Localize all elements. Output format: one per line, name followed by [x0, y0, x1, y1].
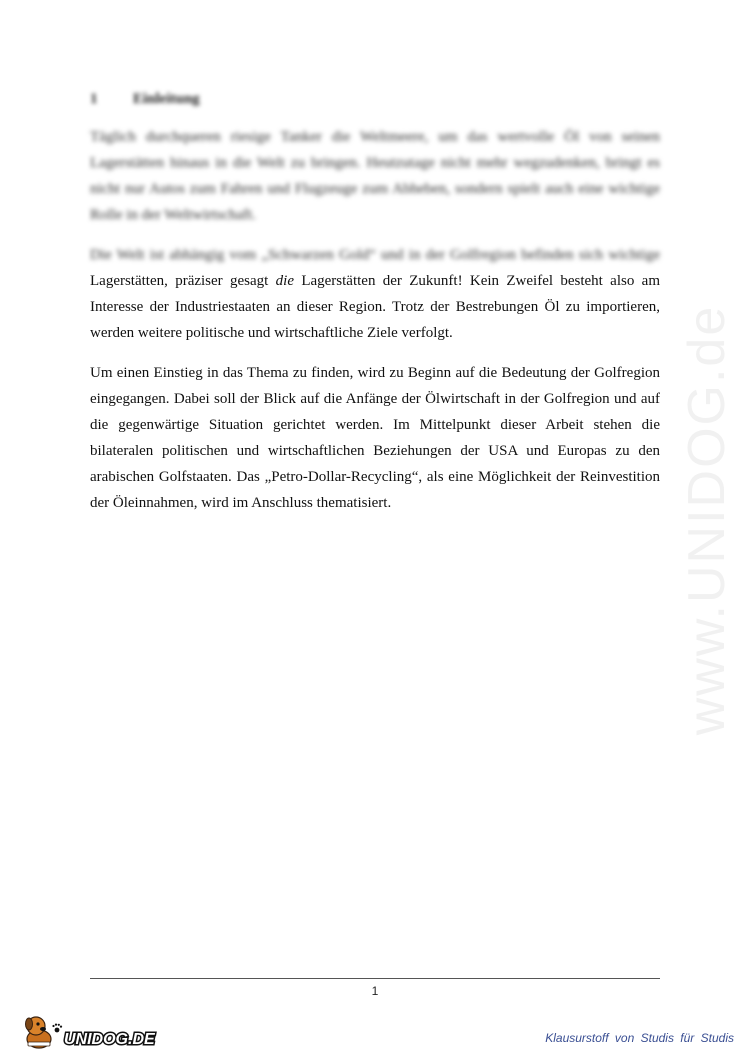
paragraph-2-text: Lagerstätten, präziser gesagt	[90, 273, 276, 289]
paragraph-2-first-line: Die Welt ist abhängig vom „Schwarzen Gold“ und in der Golfregion befinden sich wichtige	[90, 247, 660, 263]
paragraph-2	[90, 268, 660, 346]
logo-text: UNIDOG.DE	[64, 1031, 155, 1048]
paragraph-3-line: die gegenwärtige Situation gerichtet werden. Im Mittelpunkt dieser Arbeit stehen die	[90, 417, 660, 433]
footer-divider	[90, 978, 660, 979]
section-number: 1	[90, 91, 98, 107]
paragraph-2-line	[90, 268, 660, 294]
paragraph-3-line: eingegangen. Dabei soll der Blick auf die Anfänge der Ölwirtschaft in der Golfregion und auf	[90, 391, 660, 407]
paragraph-3-line: bilateralen politischen und wirtschaftlichen Beziehungen der USA und Europas zu den	[90, 443, 660, 459]
paragraph-2-line: werden weitere politische und wirtschaftliche Ziele verfolgt.	[90, 325, 453, 341]
paragraph-3-line: der Öleinnahmen, wird im Anschluss thematisiert.	[90, 495, 392, 511]
paragraph-1-line: Rolle in der Weltwirtschaft.	[90, 207, 256, 223]
dog-mascot-icon	[26, 1017, 52, 1048]
section-title: Einleitung	[133, 91, 200, 107]
paw-icon	[52, 1024, 62, 1033]
paragraph-3	[90, 360, 660, 516]
footer-tagline: Klausurstoff von Studis für Studis	[545, 1031, 734, 1045]
page-number: 1	[371, 984, 379, 998]
paragraph-3-line: Um einen Einstieg in das Thema zu finden, wird zu Beginn auf die Bedeutung der Golfregion	[90, 365, 660, 381]
section-heading	[90, 91, 200, 108]
paragraph-1	[90, 124, 660, 228]
paragraph-1-line: Täglich durchqueren riesige Tanker die Weltmeere, um das wertvolle Öl von seinen	[90, 129, 660, 145]
paragraph-2-line: Interesse der Industriestaaten an dieser Region. Trotz der Bestrebungen Öl zu importieren,	[90, 299, 660, 315]
paragraph-2-text: Lagerstätten der Zukunft! Kein Zweifel besteht also am	[293, 273, 660, 289]
watermark: www.UNIDOG.de	[678, 304, 736, 736]
paragraph-2-emphasis: die	[275, 273, 294, 289]
paragraph-1-line: nicht nur Autos zum Fahren und Flugzeuge zum Abheben, sondern spielt auch eine wichtige	[90, 181, 660, 197]
paragraph-3-line: arabischen Golfstaaten. Das „Petro-Dollar-Recycling“, als eine Möglichkeit der Reinvestition	[90, 469, 660, 485]
paragraph-1-line: Lagerstätten hinaus in die Welt zu bringen. Heutzutage nicht mehr wegzudenken, bringt es	[90, 155, 660, 171]
unidog-logo	[22, 1012, 157, 1052]
